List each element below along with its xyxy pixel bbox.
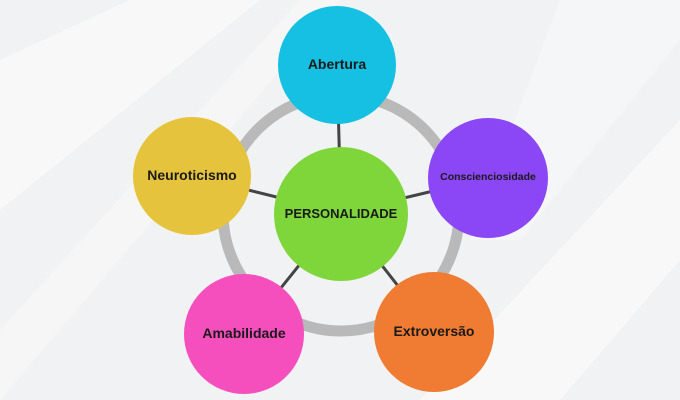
center-personalidade (274, 147, 408, 281)
trait-label: Amabilidade (202, 325, 286, 342)
trait-neuroticismo (133, 117, 251, 235)
trait-extroversao (374, 272, 494, 392)
trait-amabilidade (184, 274, 304, 394)
trait-conscienciosidade (428, 118, 548, 238)
trait-label: Conscienciosidade (440, 171, 536, 184)
center-label: PERSONALIDADE (284, 205, 398, 221)
trait-label: Neuroticismo (147, 167, 237, 184)
trait-abertura (278, 6, 396, 124)
trait-label: Extroversão (393, 323, 475, 340)
trait-label: Abertura (307, 56, 367, 73)
